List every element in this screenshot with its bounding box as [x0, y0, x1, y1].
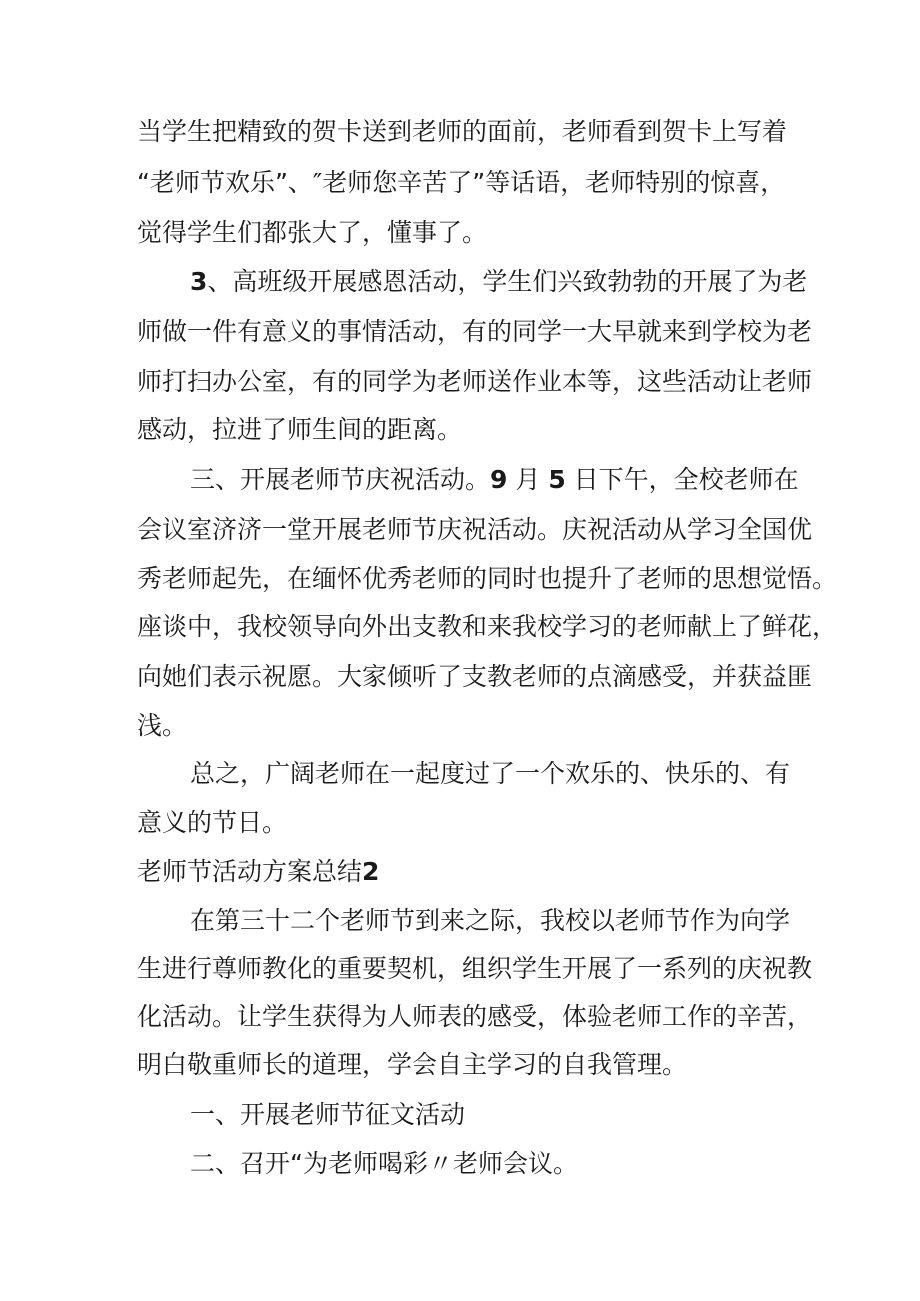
text-line: 师打扫办公室，有的同学为老师送作业本等，这些活动让老师 [137, 367, 813, 396]
text-line: 浅。 [137, 711, 188, 740]
text-line: 总之，广阔老师在一起度过了一个欢乐的、快乐的、有 [190, 759, 791, 788]
text-line: 明白敬重师长的道理，学会自主学习的自我管理。 [137, 1050, 688, 1079]
text-line: 会议室济济一堂开展老师节庆祝活动。庆祝活动从学习全国优 [137, 515, 813, 544]
text-line: 生进行尊师教化的重要契机，组织学生开展了一系列的庆祝教 [137, 954, 813, 983]
line-tail: 日下午，全校老师在 [565, 465, 799, 494]
day-number: 5 [548, 465, 566, 494]
text-line: “老师节欢乐”、″老师您辛苦了”等话语，老师特别的惊喜， [137, 168, 786, 197]
text-line: 向她们表示祝愿。大家倾听了支教老师的点滴感受，并获益匪 [137, 662, 813, 691]
month-number: 9 [490, 465, 508, 494]
text-line: 在第三十二个老师节到来之际，我校以老师节作为向学 [190, 906, 791, 935]
section-title [137, 857, 379, 887]
text-line: 觉得学生们都张大了，懂事了。 [137, 218, 488, 247]
line-lead: 三、开展老师节庆祝活动。 [190, 465, 491, 494]
text-line [190, 465, 799, 495]
line-mid: 月 [507, 465, 549, 494]
item-number: 3 [190, 267, 208, 296]
text-line: 当学生把精致的贺卡送到老师的面前，老师看到贺卡上写着 [137, 117, 788, 146]
text-line: 感动，拉进了师生间的距离。 [137, 415, 463, 444]
text-line: 座谈中，我校领导向外出支教和来我校学习的老师献上了鲜花， [137, 612, 838, 641]
line-text: 、高班级开展感恩活动，学生们兴致勃勃的开展了为老 [207, 267, 808, 296]
list-item: 二、召开“为老师喝彩〃老师会议。 [190, 1149, 578, 1178]
text-line: 师做一件有意义的事情活动，有的同学一大早就来到学校为老 [137, 317, 813, 346]
text-line [190, 267, 807, 297]
section-title-text: 老师节活动方案总结 [137, 857, 363, 886]
list-item: 一、开展老师节征文活动 [190, 1100, 466, 1129]
text-line: 秀老师起先，在缅怀优秀老师的同时也提升了老师的思想觉悟。 [137, 564, 838, 593]
text-line: 化活动。让学生获得为人师表的感受，体验老师工作的辛苦， [137, 1002, 813, 1031]
section-title-number: 2 [362, 857, 380, 886]
text-line: 意义的节日。 [137, 808, 288, 837]
